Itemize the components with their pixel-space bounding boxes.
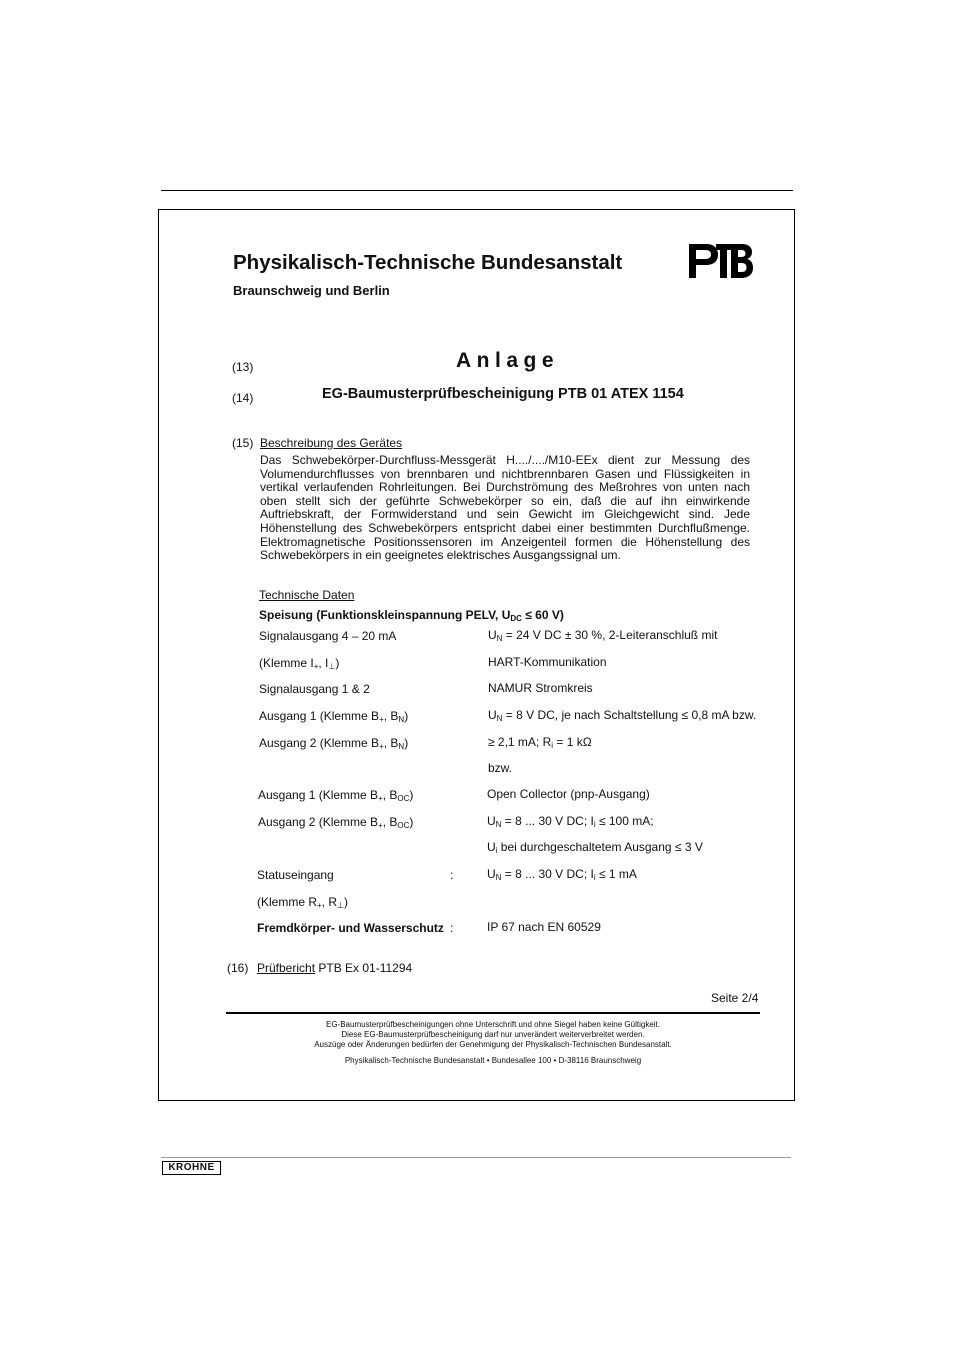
signal-output-4-20-value: $U_N = 24$ V DC ± 30 %, 2-Leiteranschluß mit: [488, 628, 718, 643]
section-number-16: (16): [227, 961, 249, 975]
signal-output-4-20-label: Signalausgang 4 – 20 mA: [259, 629, 397, 643]
output-2-namur-label: Ausgang 2 (Klemme $B_+$, $B_N$): [259, 736, 409, 751]
tech-data-heading: Technische Daten: [259, 588, 355, 602]
footer-line-3: Auszüge oder Änderungen bedürfen der Genehmigung der Physikalisch-Technischen Bundesanstalt.: [314, 1040, 672, 1049]
footer-address: Physikalisch-Technische Bundesanstalt • Bundesallee 100 • D-38116 Braunschweig: [344, 1056, 642, 1065]
status-input-value: $U_N = 8$ ... 30 V DC; $I_i \le 1$ mA: [487, 867, 637, 882]
top-rule: [161, 190, 793, 191]
status-colon: :: [450, 868, 454, 882]
bottom-rule: [161, 1157, 791, 1158]
protection-value: IP 67 nach EN 60529: [487, 920, 601, 934]
ui-value: $U_i$ bei durchgeschaltetem Ausgang ≤ 3 V: [487, 840, 703, 855]
output-1-namur-value: $U_N = 8$ V DC, je nach Schaltstellung ≤ 0,8 mA bzw.: [488, 708, 757, 723]
output-2-oc-value: $U_N = 8$ ... 30 V DC; $I_i \le 100$ mA;: [487, 814, 654, 829]
output-2-namur-value: ≥ 2,1 mA; $R_i = 1$ kΩ: [488, 735, 592, 750]
org-name: Physikalisch-Technische Bundesanstalt: [233, 251, 623, 274]
output-1-oc-label: Ausgang 1 (Klemme $B_+$, $B_{OC}$): [258, 788, 414, 803]
test-report: Prüfbericht PTB Ex 01-11294: [257, 961, 413, 975]
output-1-namur-label: Ausgang 1 (Klemme $B_+$, $B_N$): [259, 709, 409, 724]
annex-title: Anlage: [456, 349, 560, 372]
footer-rule: [226, 1012, 760, 1014]
bzw-text: bzw.: [488, 761, 513, 775]
section-number-15: (15): [232, 436, 254, 450]
footer-line-2: Diese EG-Baumusterprüfbescheinigung darf nur unverändert weiterverbreitet werden.: [341, 1030, 645, 1039]
certificate-title: EG-Baumusterprüfbescheinigung PTB 01 ATEX 1154: [322, 386, 684, 402]
section-number-14: (14): [232, 391, 254, 405]
output-2-oc-label: Ausgang 2 (Klemme $B_+$, $B_{OC}$): [258, 815, 414, 830]
krohne-logo: KROHNE: [162, 1161, 221, 1175]
section-number-13: (13): [232, 360, 254, 374]
org-city: Braunschweig und Berlin: [233, 283, 390, 298]
description-text: Das Schwebekörper-Durchfluss-Messgerät H..../..../M10-EEx dient zur Messung des Volumendurchflusses von brennbaren und nichtbrennbaren Gasen und Flüssigkeiten in vertikal verlaufenden Rohrleitungen. Bei Durchströmung des Meßrohres von unten nach oben stellt sich der geführte Schwebekörper so ein, daß die auf ihn einwirkende Auftriebskraft, der Formwiderstand und sein Gewicht im Gleichgewicht sind. Jede Höhenstellung des Schwebekörpers entspricht dabei einer bestimmten Durchflußmenge. Elektromagnetische Positionssensoren im Anzeigenteil formen die Höhenstellung des Schwebekörpers in ein geeignetes elektrisches Ausgangssignal um.: [260, 453, 750, 563]
open-collector-value: Open Collector (pnp-Ausgang): [487, 787, 650, 801]
namur-value: NAMUR Stromkreis: [488, 681, 593, 695]
footer-line-1: EG-Baumusterprüfbescheinigungen ohne Unterschrift und ohne Siegel haben keine Gültigkeit.: [326, 1020, 660, 1029]
signal-output-1-2-label: Signalausgang 1 & 2: [259, 682, 370, 696]
terminal-r-label: (Klemme $R_+$, $R_\perp$): [257, 895, 348, 910]
page-number: Seite 2/4: [711, 991, 759, 1005]
description-heading: Beschreibung des Gerätes: [260, 436, 403, 450]
protection-colon: :: [450, 921, 454, 935]
terminal-i-label: (Klemme $I_+$, $I_\perp$): [259, 656, 340, 671]
ptb-logo: [686, 242, 754, 280]
certificate-frame: [158, 209, 795, 1101]
protection-label: Fremdkörper- und Wasserschutz: [257, 921, 444, 935]
hart-value: HART-Kommunikation: [488, 655, 607, 669]
supply-heading: Speisung (Funktionskleinspannung PELV, $U_{DC} \le 60$ V): [259, 608, 564, 623]
status-input-label: Statuseingang: [257, 868, 334, 882]
